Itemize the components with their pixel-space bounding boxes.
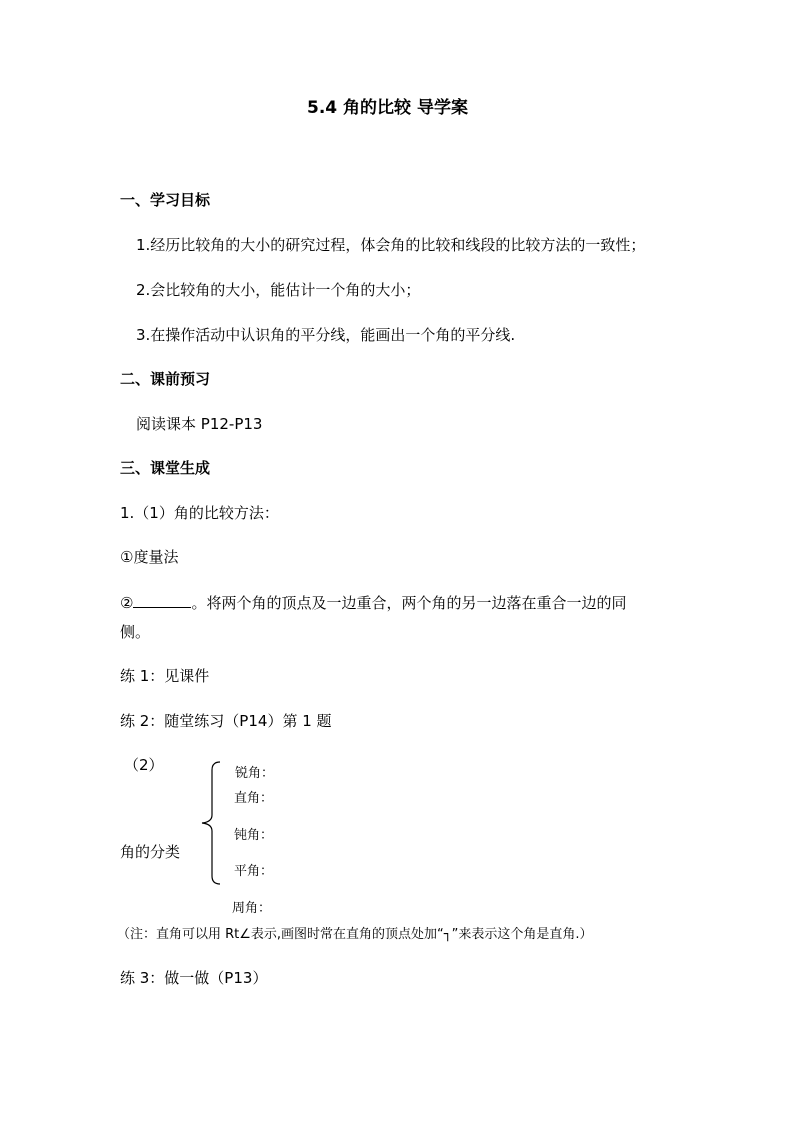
goal-item-1: 1.经历比较角的大小的研究过程，体会角的比较和线段的比较方法的一致性；: [136, 236, 646, 254]
section-heading-preview: 二、课前预习: [120, 370, 211, 388]
answer-blank: [133, 591, 191, 608]
method-2-continued: 侧。: [120, 623, 151, 641]
exercise-2: 练 2：随堂练习（P14）第 1 题: [120, 712, 332, 730]
question-1: 1.（1）角的比较方法：: [120, 504, 279, 522]
right-angle-note: （注：直角可以用 Rt∠表示,画图时常在直角的顶点处加“┐”来表示这个角是直角.）: [117, 927, 593, 942]
preview-text: 阅读课本 P12-P13: [136, 415, 263, 433]
page-title: 5.4 角的比较 导学案: [307, 98, 468, 118]
goal-item-2: 2.会比较角的大小，能估计一个角的大小；: [136, 281, 421, 299]
part-2-label: （2）: [124, 756, 164, 774]
exercise-3: 练 3：做一做（P13）: [120, 969, 268, 987]
angle-type-full: 周角：: [232, 901, 272, 916]
exercise-1: 练 1：见课件: [120, 667, 210, 685]
angle-type-right: 直角：: [234, 791, 274, 806]
method-1: ①度量法: [120, 548, 179, 566]
classification-brace: [198, 760, 224, 886]
angle-type-acute: 锐角：: [235, 766, 275, 781]
angle-type-straight: 平角：: [234, 864, 274, 879]
section-heading-class: 三、课堂生成: [120, 459, 211, 477]
method-2: [120, 591, 626, 613]
method-2-number: ②: [120, 594, 134, 612]
method-2-text: 。将两个角的顶点及一边重合，两个角的另一边落在重合一边的同: [191, 594, 627, 612]
goal-item-3: 3.在操作活动中认识角的平分线，能画出一个角的平分线.: [136, 326, 516, 344]
angle-type-obtuse: 钝角：: [234, 828, 274, 843]
section-heading-goals: 一、学习目标: [120, 191, 211, 209]
angle-classification-label: 角的分类: [120, 843, 181, 861]
